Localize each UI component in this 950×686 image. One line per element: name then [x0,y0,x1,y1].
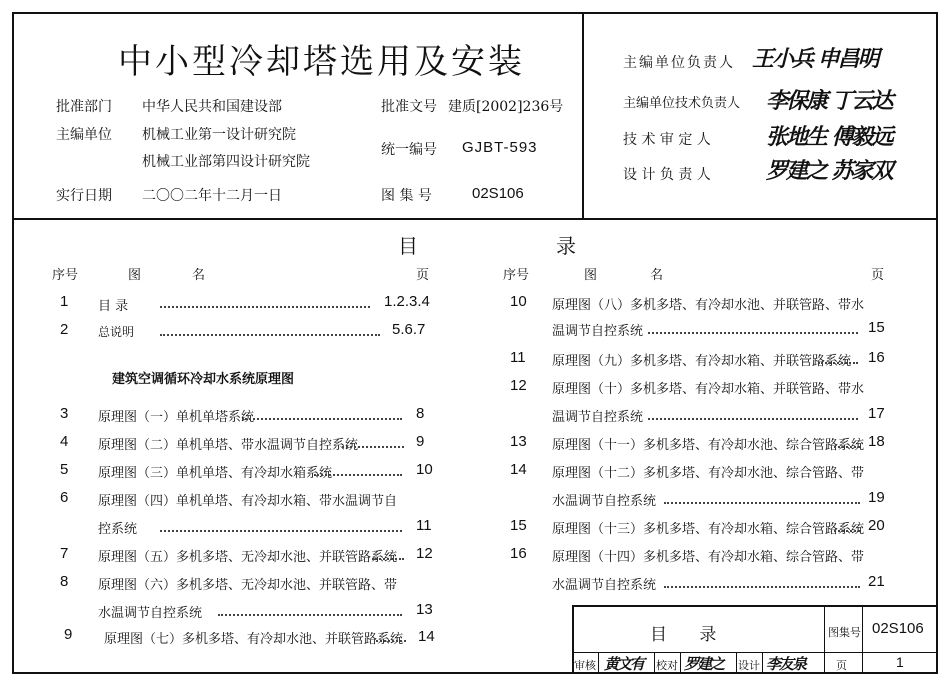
check-label: 校对 [656,659,678,672]
title-block-divider [862,605,863,674]
toc-entry-name[interactable]: 目 录 [98,299,129,314]
toc-entry-name[interactable]: 原理图（二）单机单塔、带水温调节自控系统 [98,438,359,453]
leader-dots [664,586,860,588]
chief-unit-label: 主编单位 [56,127,112,143]
toc-entry-no: 16 [510,545,527,562]
leader-dots [376,640,406,642]
title-block-divider [824,605,825,674]
toc-entry-page: 18 [868,433,885,450]
toc-entry-page: 5.6.7 [392,321,426,338]
toc-entry-no: 13 [510,433,527,450]
unified-no: GJBT-593 [462,139,538,156]
col-no-header: 序号 [52,268,79,283]
toc-entry-name[interactable]: 原理图（一）单机单塔系统 [98,410,255,425]
toc-entry-name-cont: 水温调节自控系统 [552,494,657,509]
toc-entry-page: 12 [416,545,433,562]
toc-entry-page: 8 [416,405,425,422]
leader-dots [372,558,404,560]
toc-entry-no: 2 [60,321,69,338]
toc-entry-no: 4 [60,433,69,450]
toc-entry-name[interactable]: 原理图（八）多机多塔、有冷却水池、并联管路、带水 [552,298,865,313]
col-page-header: 页 [416,268,430,283]
atlas-no: 02S106 [472,185,524,202]
toc-entry-no: 15 [510,517,527,534]
toc-entry-name[interactable]: 总说明 [98,325,135,339]
review-signature: 黄文有 [604,655,644,673]
leader-dots [314,474,402,476]
responsible-role: 主编单位负责人 [623,55,735,71]
col-name-header-1: 图 [128,268,142,283]
approval-doc: 建质[2002]236号 [448,99,564,115]
toc-entry-no: 11 [510,349,526,366]
toc-entry-name[interactable]: 原理图（十一）多机多塔、有冷却水池、综合管路系统 [552,438,865,453]
leader-dots [834,530,860,532]
toc-entry-no: 12 [510,377,527,394]
col-page-header: 页 [871,268,885,283]
toc-entry-page: 17 [868,405,885,422]
atlas-value: 02S106 [872,620,924,637]
toc-entry-name-cont: 温调节自控系统 [552,324,644,339]
toc-entry-page: 1.2.3.4 [384,293,430,310]
leader-dots [160,530,402,532]
atlas-label: 图集号 [828,626,861,639]
check-signature: 罗建之 [684,655,724,673]
chief-unit-2: 机械工业部第四设计研究院 [142,154,310,170]
toc-entry-no: 6 [60,489,69,506]
col-name-header-1: 图 [584,268,598,283]
leader-dots [342,446,404,448]
leader-dots [242,418,402,420]
toc-entry-name-cont: 控系统 [98,522,138,537]
col-no-header: 序号 [503,268,530,283]
toc-entry-page: 13 [416,601,433,618]
toc-entry-name[interactable]: 原理图（五）多机多塔、无冷却水池、并联管路系统 [98,550,398,565]
atlas-no-label: 图 集 号 [381,188,432,204]
responsible-signature: 李保康 丁云达 [766,88,892,114]
leader-dots [218,614,402,616]
toc-entry-name[interactable]: 原理图（十四）多机多塔、有冷却水箱、综合管路、带 [552,550,865,565]
toc-heading-left: 目 [398,234,418,258]
leader-dots [648,418,858,420]
page-value: 1 [896,654,904,670]
leader-dots [834,446,860,448]
approval-dept-label: 批准部门 [56,99,112,115]
toc-entry-page: 11 [416,517,432,534]
responsible-signature: 王小兵 申昌明 [752,46,878,72]
toc-entry-name[interactable]: 原理图（十二）多机多塔、有冷却水池、综合管路、带 [552,466,865,481]
toc-entry-no: 10 [510,293,527,310]
toc-heading-right: 录 [556,234,576,258]
responsible-signature: 张地生 傅毅远 [766,124,892,150]
toc-entry-no: 14 [510,461,527,478]
approval-dept: 中华人民共和国建设部 [142,99,282,115]
title-block-divider [598,652,599,674]
toc-entry-name[interactable]: 原理图（十三）多机多塔、有冷却水箱、综合管路系统 [552,522,865,537]
design-label: 设计 [738,659,760,672]
toc-entry-page: 19 [868,489,885,506]
toc-entry-name[interactable]: 原理图（三）单机单塔、有冷却水箱系统 [98,466,333,481]
toc-entry-page: 9 [416,433,425,450]
toc-section-title: 建筑空调循环冷却水系统原理图 [112,372,295,387]
effective-date-label: 实行日期 [56,188,112,204]
col-name-header-2: 名 [650,268,664,283]
toc-entry-page: 10 [416,461,433,478]
toc-entry-name[interactable]: 原理图（四）单机单塔、有冷却水箱、带水温调节自 [98,494,398,509]
toc-entry-name[interactable]: 原理图（七）多机多塔、有冷却水池、并联管路系统 [104,632,404,647]
chief-unit-1: 机械工业第一设计研究院 [142,127,296,143]
leader-dots [160,334,380,336]
title-block-divider [680,652,681,674]
toc-entry-name[interactable]: 原理图（九）多机多塔、有冷却水箱、并联管路系统 [552,354,852,369]
toc-entry-name-cont: 水温调节自控系统 [98,606,203,621]
responsible-role: 主编单位技术负责人 [623,96,741,111]
toc-entry-page: 15 [868,319,885,336]
page-title: 中小型冷却塔选用及安装 [118,42,525,82]
toc-entry-name[interactable]: 原理图（六）多机多塔、无冷却水池、并联管路、带 [98,578,398,593]
toc-entry-name[interactable]: 原理图（十）多机多塔、有冷却水箱、并联管路、带水 [552,382,865,397]
page-label: 页 [836,659,847,672]
approval-doc-label: 批准文号 [381,99,437,115]
toc-entry-no: 1 [60,293,69,310]
review-label: 审核 [574,659,596,672]
col-name-header-2: 名 [192,268,206,283]
leader-dots [648,332,858,334]
toc-entry-page: 20 [868,517,885,534]
toc-entry-name-cont: 水温调节自控系统 [552,578,657,593]
responsible-signature: 罗建之 苏家双 [766,158,892,184]
toc-entry-no: 7 [60,545,69,562]
header-divider [12,218,938,220]
toc-entry-page: 14 [418,628,435,645]
unified-no-label: 统一编号 [381,142,437,158]
toc-entry-no: 8 [60,573,69,590]
toc-entry-no: 9 [64,626,73,643]
leader-dots [818,362,858,364]
effective-date: 二〇〇二年十二月一日 [142,188,282,204]
title-block-divider [736,652,737,674]
title-block-divider [762,652,763,674]
responsible-role: 技 术 审 定 人 [623,132,711,148]
leader-dots [664,502,860,504]
header-vertical-divider [582,12,584,219]
responsible-role: 设 计 负 责 人 [623,167,711,183]
design-signature: 李友泉 [766,655,806,673]
leader-dots [160,306,370,308]
toc-entry-no: 5 [60,461,69,478]
toc-entry-page: 16 [868,349,885,366]
sheet-title: 目 录 [650,625,717,645]
title-block-divider [654,652,655,674]
toc-entry-no: 3 [60,405,69,422]
toc-entry-name-cont: 温调节自控系统 [552,410,644,425]
toc-entry-page: 21 [868,573,885,590]
